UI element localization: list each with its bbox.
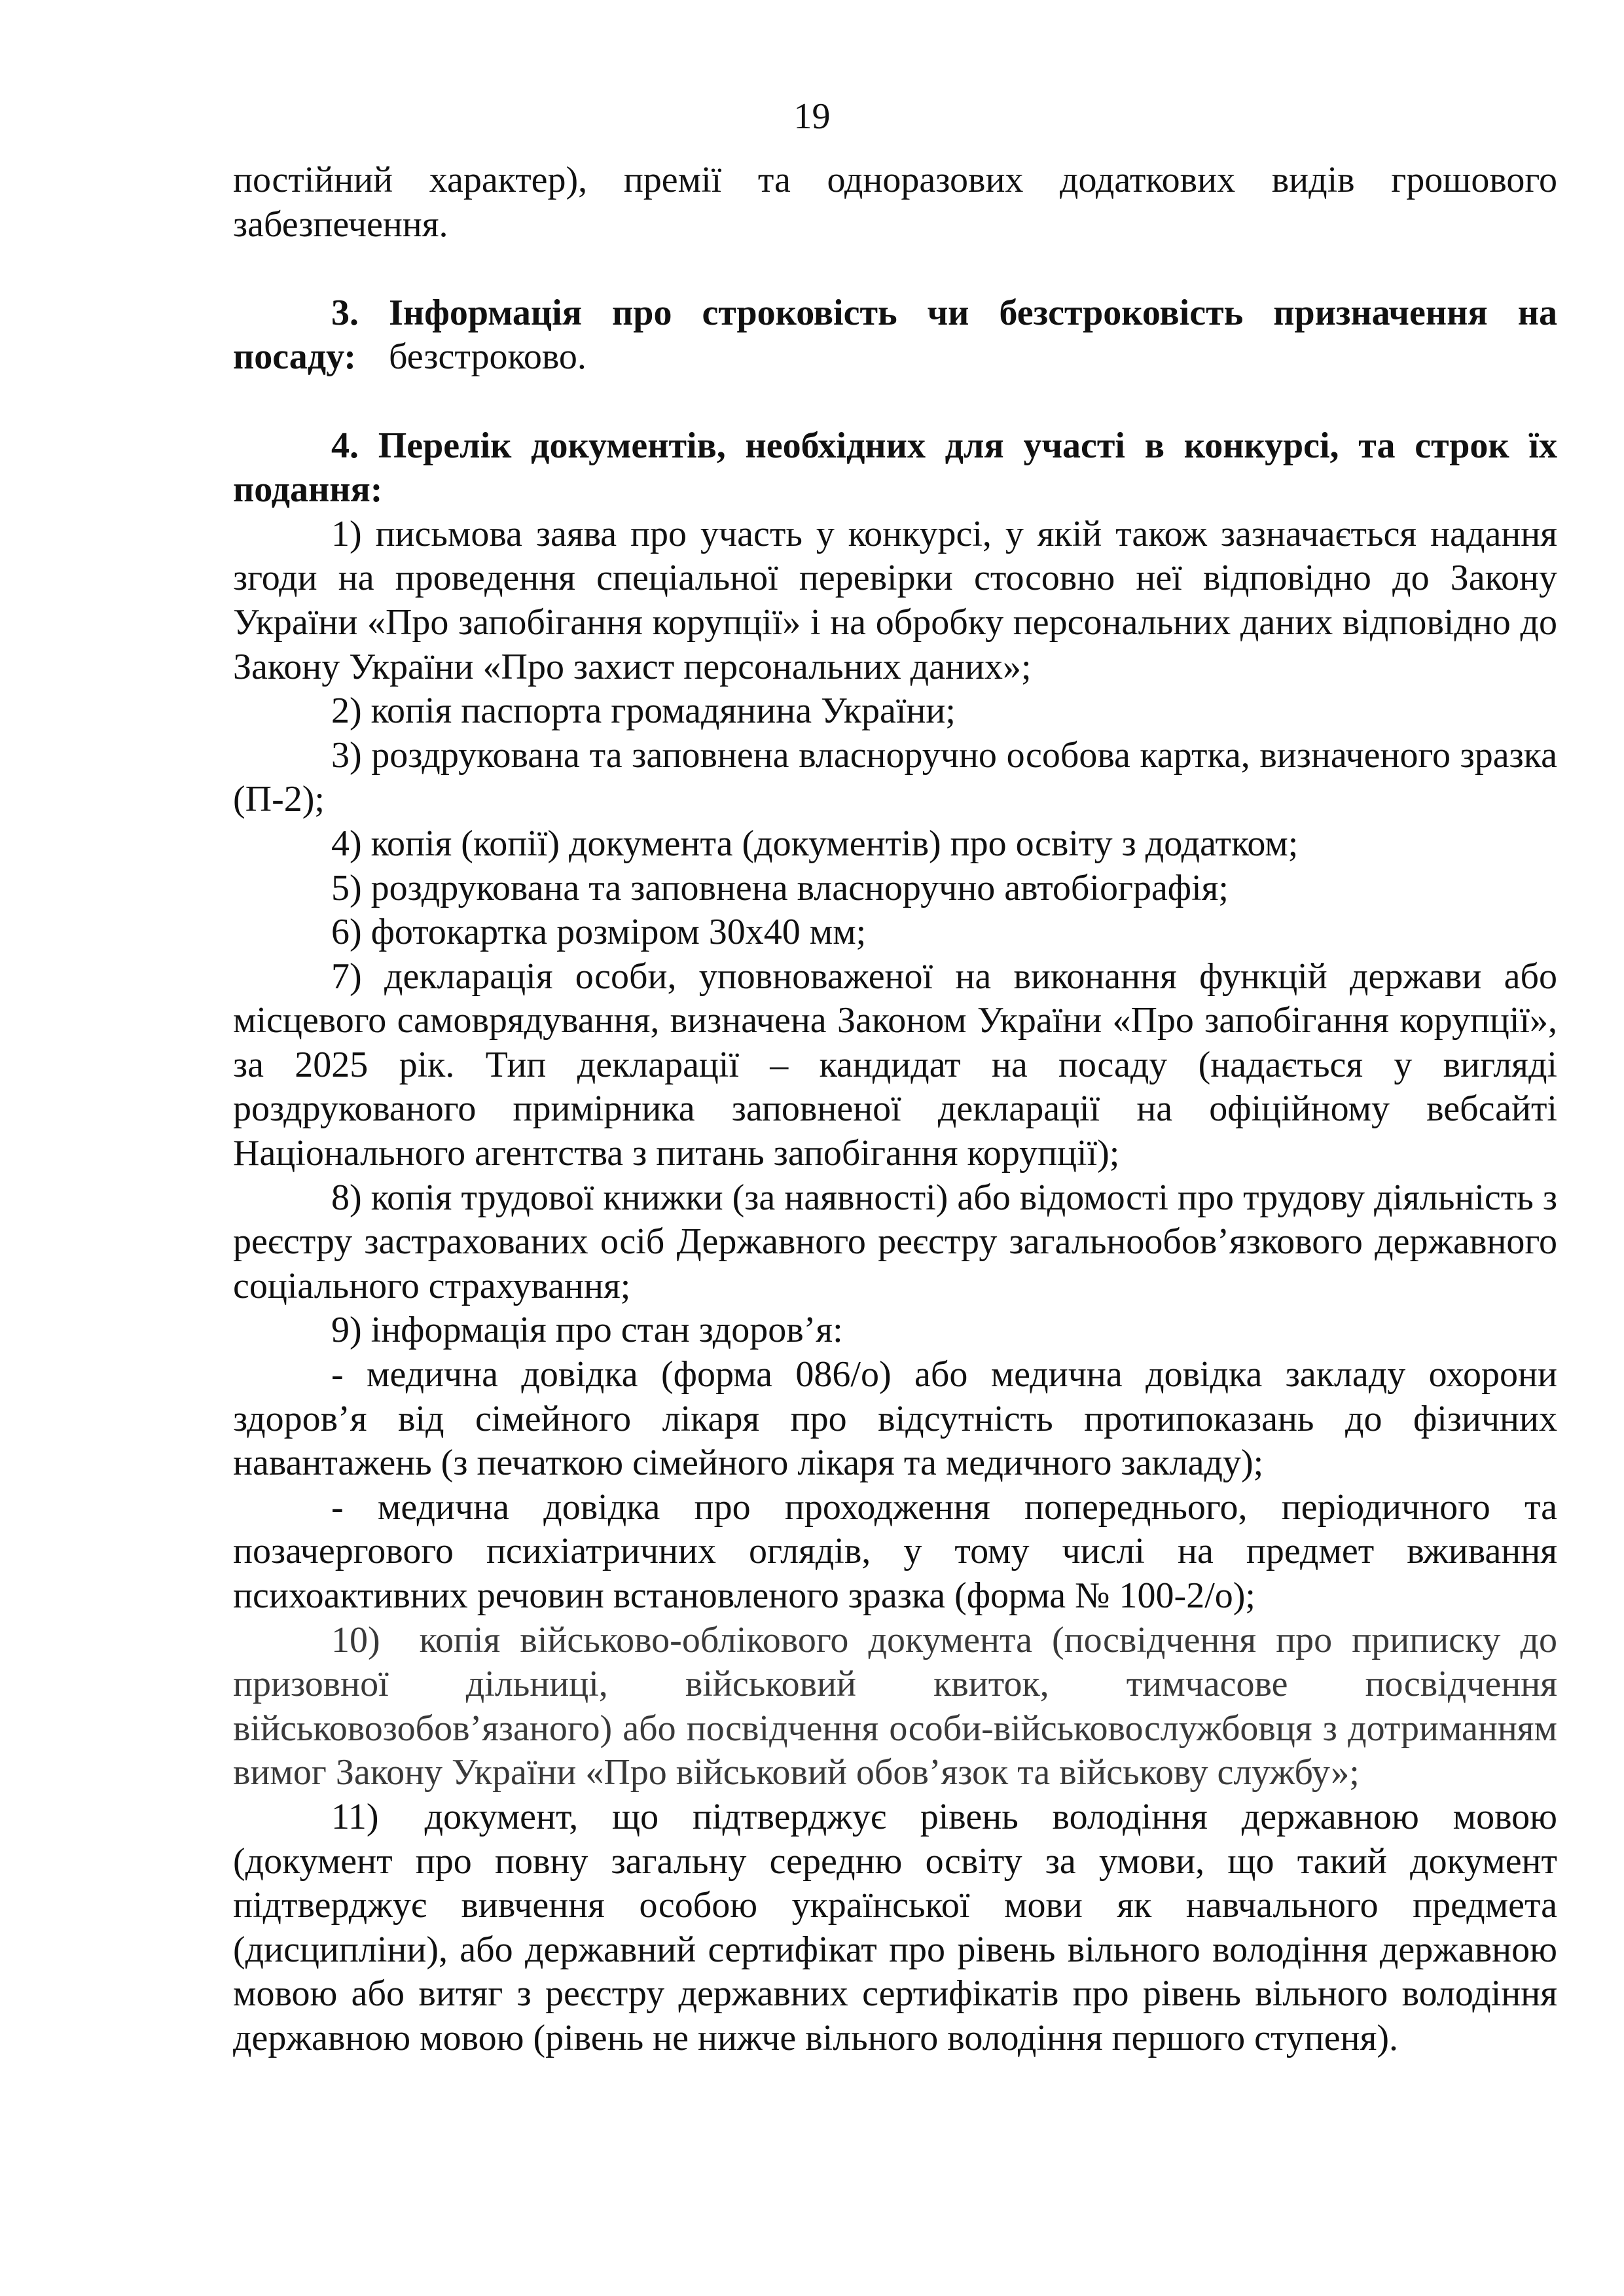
list-item: 6) фотокартка розміром 30х40 мм;	[331, 912, 867, 953]
list-item: 1) письмова заява про участь у конкурсі, у якій також зазначається надання згоди на проведення спеціальної перевірки стосовно неї відповідно до Закону України «Про запобігання корупції» і на обробку персональних даних відповідно до Закону України «Про захист персональних даних»;	[233, 513, 1557, 687]
list-item: 7) декларація особи, уповноваженої на виконання функцій держави або місцевого самоврядування, визначена Законом України «Про запобігання корупції», за 2025 рік. Тип декларації – кандидат на посаду (надається у вигляді роздрукованого примірника заповненої декларації на офіційному вебсайті Національного агентства з питань запобігання корупції);	[233, 956, 1557, 1174]
list-item: 3) роздрукована та заповнена власноручно особова картка, визначеного зразка (П-2);	[233, 734, 1557, 820]
list-item: 9) інформація про стан здоров’я:	[331, 1310, 843, 1351]
page-number: 19	[793, 96, 831, 137]
list-item: 8) копія трудової книжки (за наявності) або відомості про трудову діяльність з реєстру застрахованих осіб Державного реєстру загальнообов’язкового державного соціального страхування;	[233, 1177, 1557, 1306]
list-item: 5) роздрукована та заповнена власноручно автобіографія;	[331, 867, 1229, 908]
item-11-number: 11)	[331, 1796, 379, 1837]
section-3-value: безстроково.	[389, 336, 586, 378]
list-item: - медична довідка про проходження попереднього, періодичного та позачергового психіатричних оглядів, у тому числі на предмет вживання психоактивних речовин встановленого зразка (форма № 100-2/о);	[233, 1486, 1557, 1616]
list-item-11	[233, 1795, 1557, 2061]
list-item-10	[233, 1619, 1557, 1795]
section-4-heading: 4. Перелік документів, необхідних для участі в конкурсі, та строк їх подання:	[233, 425, 1557, 511]
item-10-text: копія військово-облікового документа (посвідчення про приписку до призовної дільниці, військовий квиток, тимчасове посвідчення військовозобов’язаного) або посвідчення особи-військовослужбовця з дотриманням вимог Закону України «Про військовий обов’язок та військову службу»;	[233, 1619, 1557, 1793]
item-10-number: 10)	[331, 1619, 380, 1660]
section-3-heading-text: 3. Інформація про строковість чи безстроковість призначення на посаду:	[233, 292, 1557, 378]
document-body	[233, 158, 1557, 2061]
list-item: 4) копія (копії) документа (документів) про освіту з додатком;	[331, 823, 1299, 864]
item-11-text: документ, що підтверджує рівень володіння державною мовою (документ про повну загальну середню освіту за умови, що такий документ підтверджує вивчення особою української мови як навчального предмета (дисципліни), або державний сертифікат про рівень вільного володіння державною мовою або витяг з реєстру державних сертифікатів про рівень вільного володіння державною мовою (рівень не нижче вільного володіння першого ступеня).	[233, 1796, 1557, 2058]
section-3-heading	[233, 291, 1557, 380]
list-item: 2) копія паспорта громадянина України;	[331, 691, 956, 732]
continuation-paragraph: постійний характер), премії та одноразових додаткових видів грошового забезпечення.	[233, 160, 1557, 245]
list-item: - медична довідка (форма 086/о) або медична довідка закладу охорони здоров’я від сімейного лікаря про відсутність протипоказань до фізичних навантажень (з печаткою сімейного лікаря та медичного закладу);	[233, 1354, 1557, 1484]
